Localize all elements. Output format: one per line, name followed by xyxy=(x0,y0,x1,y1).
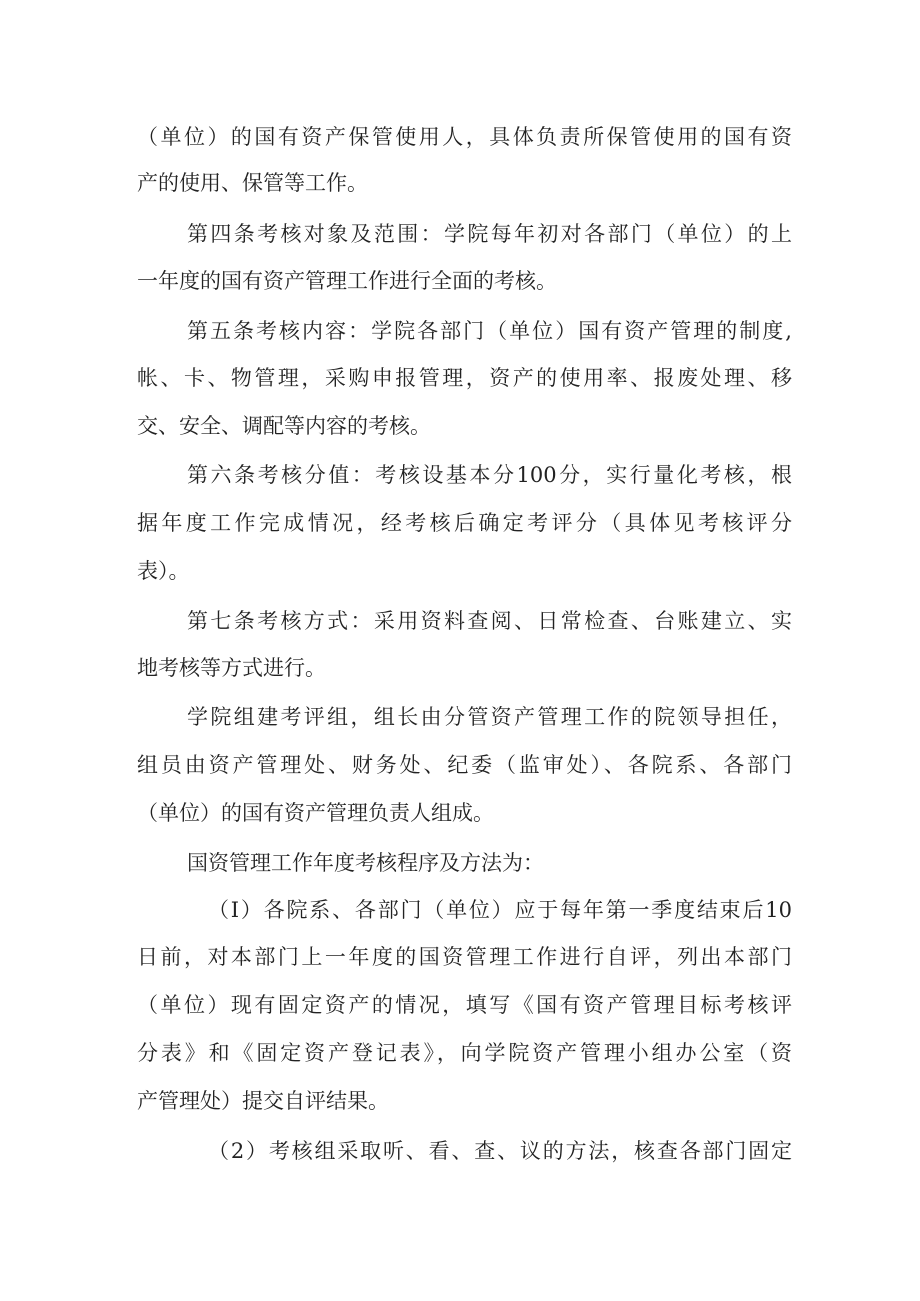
text-line: （I）各院系、各部门（单位）应于每年第一季度结束后10 xyxy=(208,898,792,922)
text-line: （单位）的国有资产管理负责人组成。 xyxy=(137,801,494,825)
text-line: 地考核等方式进行。 xyxy=(137,656,326,680)
text-line: 组员由资产管理处、财务处、纪委（监审处）、各院系、各部门 xyxy=(137,753,792,777)
text-line: （单位）的国有资产保管使用人，具体负责所保管使用的国有资 xyxy=(137,125,792,149)
text-line: 据年度工作完成情况，经考核后确定考评分（具体见考核评分 xyxy=(137,511,792,535)
text-line: 表）。 xyxy=(137,559,190,583)
text-line: 分表》和《固定资产登记表》，向学院资产管理小组办公室（资 xyxy=(137,1041,792,1065)
text-line: 第七条考核方式：采用资料查阅、日常检查、台账建立、实 xyxy=(187,609,792,633)
text-line: 帐、卡、物管理，采购申报管理，资产的使用率、报废处理、移 xyxy=(137,366,792,390)
text-line: 交、安全、调配等内容的考核。 xyxy=(137,414,431,438)
text-line: （单位）现有固定资产的情况，填写《国有资产管理目标考核评 xyxy=(137,993,792,1017)
text-line: 一年度的国有资产管理工作进行全面的考核。 xyxy=(137,269,557,293)
text-line: 第五条考核内容：学院各部门（单位）国有资产管理的制度, xyxy=(187,319,792,343)
text-line: （2）考核组采取听、看、查、议的方法，核查各部门固定 xyxy=(208,1139,792,1163)
text-line: 国资管理工作年度考核程序及方法为： xyxy=(187,851,544,875)
text-line: 日前，对本部门上一年度的国资管理工作进行自评，列出本部门 xyxy=(137,945,792,969)
text-line: 产管理处）提交自评结果。 xyxy=(137,1089,389,1113)
text-line: 第六条考核分值：考核设基本分100分，实行量化考核，根 xyxy=(187,463,792,487)
text-line: 产的使用、保管等工作。 xyxy=(137,171,368,195)
text-line: 学院组建考评组，组长由分管资产管理工作的院领导担任， xyxy=(187,705,792,729)
text-line: 第四条考核对象及范围：学院每年初对各部门（单位）的上 xyxy=(187,222,792,246)
